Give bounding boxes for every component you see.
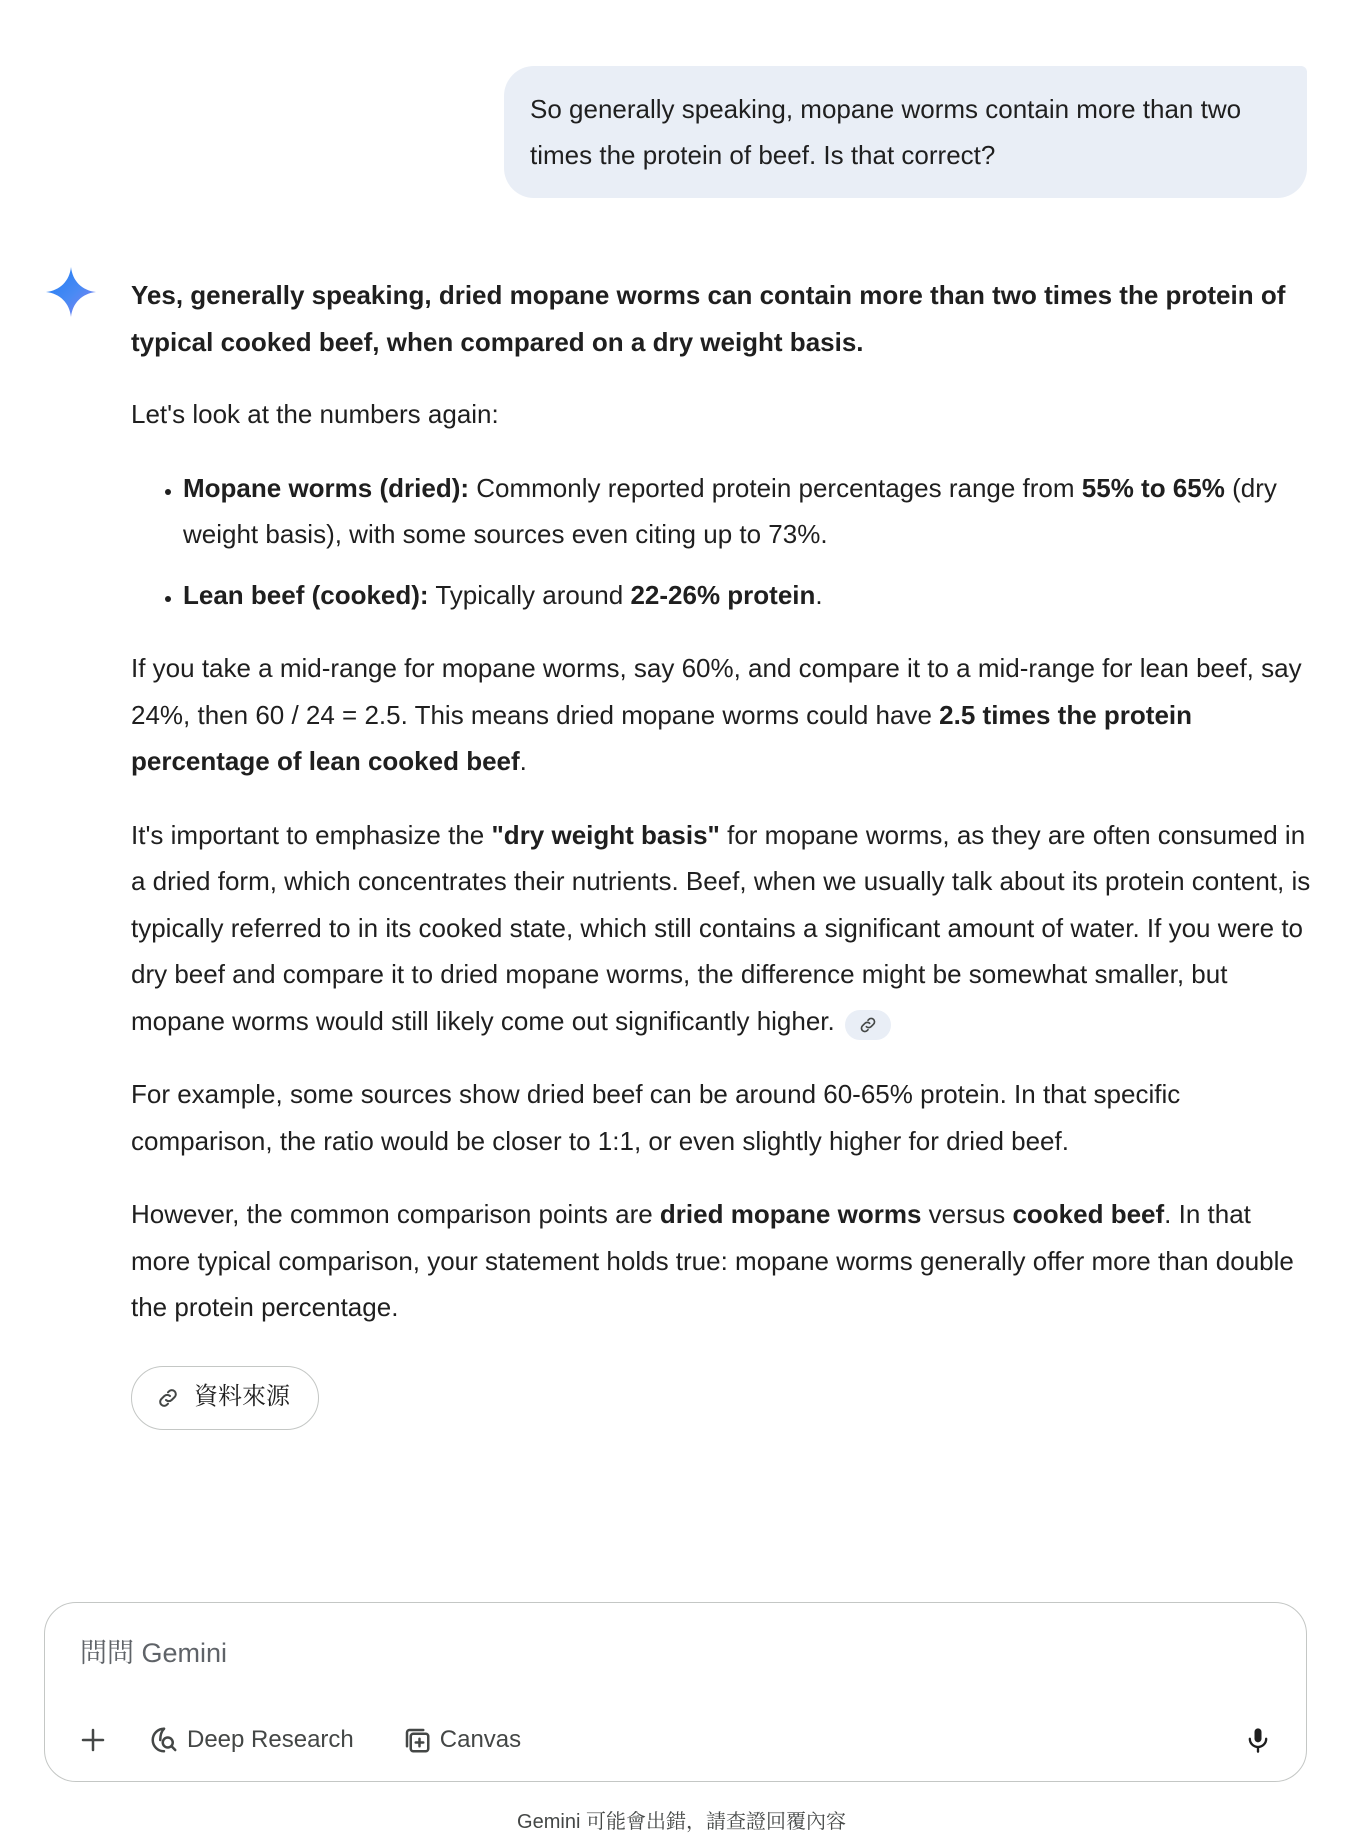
deep-research-button[interactable]	[149, 1725, 354, 1755]
response-paragraph-dried-beef: For example, some sources show dried beef can be around 60-65% protein. In that specific comparison, the ratio would be closer to 1:1, or even slightly higher for dried beef.	[131, 1079, 1181, 1156]
paragraph-text: .	[519, 746, 527, 776]
bullet-bold: 55% to 65%	[1081, 472, 1225, 503]
link-icon	[858, 1015, 878, 1035]
bullet-bold: 22-26% protein	[630, 579, 816, 610]
assistant-response	[131, 272, 1311, 1430]
citation-link-chip[interactable]	[845, 1010, 891, 1040]
mic-icon	[1244, 1726, 1272, 1754]
link-icon	[156, 1386, 180, 1410]
paragraph-text: . In that more typical comparison, your statement holds true: mopane worms generally offer more than double the protein percentage.	[131, 1199, 1294, 1322]
paragraph-bold: cooked beef	[1012, 1199, 1165, 1229]
response-lead: Yes, generally speaking, dried mopane worms can contain more than two times the protein of typical cooked beef, when compared on a dry weight basis.	[131, 280, 1286, 357]
canvas-label: Canvas	[439, 1726, 522, 1753]
disclaimer-text: Gemini 可能會出錯，請查證回覆內容	[517, 1811, 846, 1833]
bullet-label: Lean beef (cooked):	[183, 579, 429, 610]
user-message-bubble	[504, 66, 1307, 198]
bullet-label: Mopane worms (dried):	[183, 472, 470, 503]
canvas-button[interactable]	[402, 1725, 521, 1755]
bullet-text: Commonly reported protein percentages range from	[469, 472, 1082, 503]
paragraph-text: It's important to emphasize the	[131, 819, 492, 850]
plus-icon	[78, 1725, 108, 1755]
canvas-icon	[402, 1725, 432, 1755]
response-intro: Let's look at the numbers again:	[131, 399, 499, 429]
response-paragraph-dry-weight	[131, 812, 1311, 1045]
bullet-text: .	[815, 579, 823, 610]
user-message-line-1: So generally speaking, mopane worms contain more than two	[530, 94, 1242, 124]
prompt-input-box[interactable]	[44, 1602, 1307, 1782]
user-message-line-2: times the protein of beef. Is that correct?	[530, 140, 996, 170]
prompt-input[interactable]: 問問 Gemini	[80, 1638, 228, 1668]
sources-label: 資料來源	[194, 1383, 290, 1411]
microphone-button[interactable]	[1240, 1722, 1276, 1758]
paragraph-text: If you take a mid-range for mopane worms, say 60%, and compare it to a mid-range for lean beef, say 24%, then 60 / 24 = 2.5. This means dried mopane worms could have	[131, 653, 1302, 730]
add-button[interactable]	[75, 1722, 111, 1758]
bullet-mopane	[183, 465, 1311, 558]
paragraph-bold: dried mopane worms	[659, 1199, 922, 1229]
response-paragraph-conclusion	[131, 1191, 1311, 1331]
gemini-sparkle-icon	[44, 265, 98, 319]
response-bullet-list	[131, 465, 1311, 619]
bullet-text: Typically around	[428, 579, 631, 610]
paragraph-bold: "dry weight basis"	[491, 819, 720, 850]
paragraph-bold: 2.5 times the protein percentage of lean cooked beef	[131, 699, 1193, 776]
paragraph-text: for mopane worms, as they are often consumed in a dried form, which concentrates their nutrients. Beef, when we usually talk about its protein content, is typically referred to in its cooked state, which still contains a significant amount of water. If you were to dry beef and compare it to dried mopane worms, the difference might be somewhat smaller, but mopane worms would still likely come out significantly higher.	[131, 819, 1311, 1036]
deep-research-icon	[149, 1725, 179, 1755]
sources-button[interactable]	[131, 1366, 319, 1430]
paragraph-text: versus	[921, 1199, 1013, 1229]
paragraph-text: However, the common comparison points are	[131, 1199, 660, 1229]
deep-research-label: Deep Research	[187, 1726, 354, 1753]
bullet-beef	[183, 572, 1311, 619]
response-paragraph-ratio	[131, 645, 1311, 785]
input-toolbar	[75, 1715, 1276, 1765]
bullet-text: (dry weight basis), with some sources even citing up to 73%.	[183, 472, 1277, 549]
